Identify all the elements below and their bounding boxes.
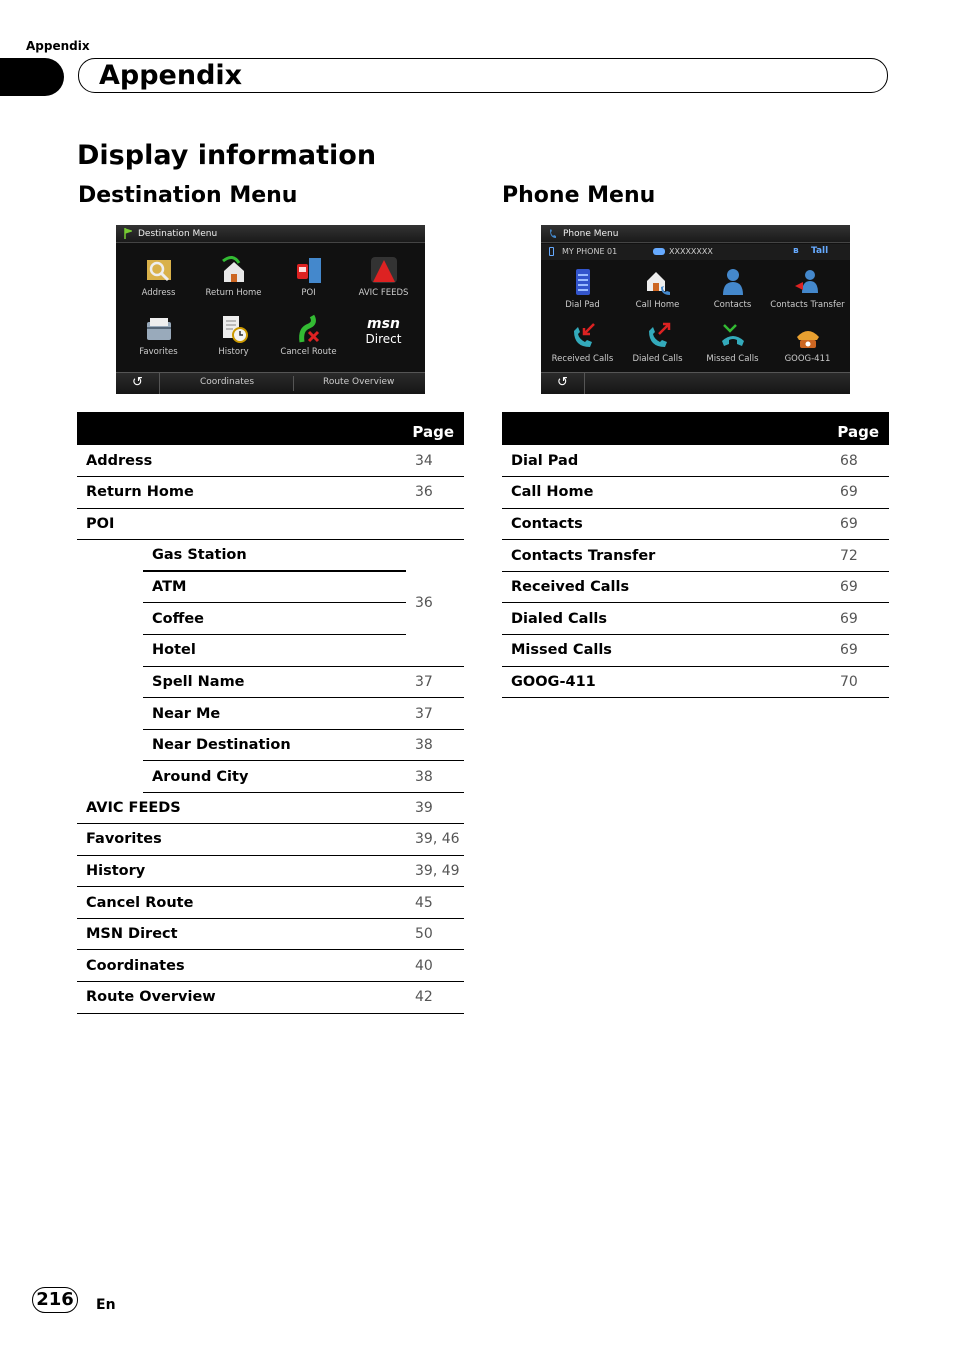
- row-name: Route Overview: [77, 982, 406, 1014]
- menu-item-label: Dialed Calls: [632, 354, 683, 364]
- table-row: [77, 477, 464, 509]
- menu-item-label: Favorites: [139, 347, 178, 357]
- row-page: 38: [406, 761, 464, 793]
- menu-item-msn-direct[interactable]: [346, 314, 421, 346]
- row-name: Dial Pad: [502, 445, 831, 477]
- menu-item-label: Dial Pad: [565, 300, 600, 310]
- row-page: 69: [831, 571, 889, 603]
- row-name: ATM: [143, 571, 406, 603]
- indent-spacer: [77, 540, 143, 793]
- row-page: 36: [406, 540, 464, 666]
- menu-item-history[interactable]: [196, 314, 271, 358]
- row-page: 50: [406, 918, 464, 950]
- menu-item-label: Contacts Transfer: [770, 300, 845, 310]
- row-name: Return Home: [77, 477, 406, 509]
- menu-item-label: Contacts: [713, 300, 752, 310]
- menu-item-favorites[interactable]: [121, 314, 196, 358]
- menu-item-label: Cancel Route: [280, 347, 337, 357]
- phone-handset-icon: [549, 228, 557, 239]
- table-row: [77, 918, 464, 950]
- destination-menu-table-continued: [77, 792, 464, 1014]
- row-name: Cancel Route: [77, 887, 406, 919]
- table-row: [77, 445, 464, 477]
- screen-bottom-bar: [116, 372, 425, 394]
- avic-feeds-icon: [369, 255, 399, 285]
- row-name: Call Home: [502, 477, 831, 509]
- table-row: [502, 445, 889, 477]
- menu-item-dialed-calls[interactable]: [620, 321, 695, 365]
- row-name: Coffee: [143, 603, 406, 635]
- row-name: Coordinates: [77, 950, 406, 982]
- table-header-page: Page: [77, 412, 464, 445]
- table-row: [502, 571, 889, 603]
- table-row: [502, 635, 889, 667]
- mobile-phone-icon: [549, 247, 554, 256]
- row-page: 69: [831, 603, 889, 635]
- row-page: 42: [406, 982, 464, 1014]
- section-bar: [78, 58, 888, 93]
- section-bar-title: Appendix: [99, 60, 243, 91]
- missed-calls-icon: [718, 321, 748, 351]
- menu-item-contacts[interactable]: [695, 267, 770, 311]
- menu-item-cancel-route[interactable]: [271, 314, 346, 358]
- row-name: History: [77, 855, 406, 887]
- table-row: [502, 603, 889, 635]
- cancel-route-icon: [294, 314, 324, 344]
- page-number: 216: [32, 1287, 78, 1313]
- contacts-transfer-icon: [793, 267, 823, 297]
- row-page: 34: [406, 445, 464, 477]
- home-arrow-icon: [219, 255, 249, 285]
- running-head: Appendix: [26, 39, 90, 53]
- menu-item-label: POI: [301, 288, 316, 298]
- page-title: Display information: [77, 140, 377, 171]
- language-code: En: [96, 1297, 116, 1313]
- row-name: POI: [77, 508, 406, 540]
- destination-flag-icon: [124, 228, 132, 239]
- back-arrow-icon: ↺: [132, 375, 143, 390]
- table-row: [77, 540, 464, 572]
- route-overview-button[interactable]: Route Overview: [323, 377, 395, 387]
- coordinates-button[interactable]: Coordinates: [200, 377, 255, 387]
- menu-item-poi[interactable]: [271, 255, 346, 299]
- map-magnifier-icon: [144, 255, 174, 285]
- table-row: [77, 982, 464, 1014]
- menu-item-label: Return Home: [205, 288, 262, 298]
- row-page: 39, 46: [406, 824, 464, 856]
- menu-item-label: GOOG-411: [784, 354, 831, 364]
- row-page: 38: [406, 729, 464, 761]
- phone-menu-table: [502, 412, 889, 698]
- row-page: 40: [406, 950, 464, 982]
- menu-item-label: Missed Calls: [706, 354, 759, 364]
- contacts-person-icon: [718, 267, 748, 297]
- row-page: [406, 508, 464, 540]
- row-name: MSN Direct: [77, 918, 406, 950]
- phone-menu-screen: [541, 225, 850, 394]
- row-page: 37: [406, 666, 464, 698]
- destination-menu-table: [77, 412, 464, 793]
- poi-building-icon: [294, 255, 324, 285]
- menu-item-missed-calls[interactable]: [695, 321, 770, 365]
- destination-menu-heading: Destination Menu: [78, 183, 298, 208]
- screen-title-bar: [541, 225, 850, 243]
- row-name: Received Calls: [502, 571, 831, 603]
- row-page: 72: [831, 540, 889, 572]
- goog-411-phone-icon: [793, 321, 823, 351]
- row-name: Contacts: [502, 508, 831, 540]
- row-page: 36: [406, 477, 464, 509]
- phone-status-bar: [541, 244, 850, 260]
- table-row: [77, 855, 464, 887]
- phone-number-icon: [653, 248, 665, 255]
- signal-strength: Tall: [811, 246, 829, 256]
- row-name: Dialed Calls: [502, 603, 831, 635]
- row-name: Spell Name: [143, 666, 406, 698]
- row-page: 39, 49: [406, 855, 464, 887]
- table-row: [77, 792, 464, 824]
- bottom-divider: [293, 376, 294, 391]
- menu-item-return-home[interactable]: [196, 255, 271, 299]
- back-button[interactable]: [116, 373, 160, 394]
- row-page: 69: [831, 508, 889, 540]
- dial-pad-icon: [568, 267, 598, 297]
- row-name: GOOG-411: [502, 666, 831, 698]
- menu-item-label: AVIC FEEDS: [358, 288, 409, 298]
- phone-menu-heading: Phone Menu: [502, 183, 656, 208]
- row-name: Address: [77, 445, 406, 477]
- menu-item-goog-411[interactable]: [770, 321, 845, 365]
- menu-item-contacts-transfer[interactable]: [770, 267, 845, 311]
- menu-item-received-calls[interactable]: [545, 321, 620, 365]
- row-page: 69: [831, 635, 889, 667]
- section-tab-marker: [0, 58, 64, 96]
- table-row: [77, 824, 464, 856]
- table-row: [502, 477, 889, 509]
- table-row: [502, 666, 889, 698]
- bluetooth-icon: ʙ: [793, 246, 799, 256]
- row-name: Around City: [143, 761, 406, 793]
- menu-item-label: Call Home: [635, 300, 680, 310]
- row-name: Favorites: [77, 824, 406, 856]
- row-page: 39: [406, 792, 464, 824]
- row-page: 45: [406, 887, 464, 919]
- row-name: Missed Calls: [502, 635, 831, 667]
- table-row: [77, 887, 464, 919]
- table-header-page: Page: [502, 412, 889, 445]
- table-row: [502, 540, 889, 572]
- menu-item-address[interactable]: [121, 255, 196, 299]
- menu-item-avic-feeds[interactable]: [346, 255, 421, 299]
- row-page: 70: [831, 666, 889, 698]
- row-name: Near Me: [143, 698, 406, 730]
- back-button[interactable]: [541, 373, 585, 394]
- screen-title-bar: [116, 225, 425, 243]
- table-row: [77, 950, 464, 982]
- dialed-calls-icon: [643, 321, 673, 351]
- row-name: Contacts Transfer: [502, 540, 831, 572]
- menu-item-call-home[interactable]: [620, 267, 695, 311]
- msn-logo: msn: [367, 316, 400, 332]
- call-home-icon: [643, 267, 673, 297]
- menu-item-label: History: [218, 347, 249, 357]
- menu-item-label: Received Calls: [551, 354, 614, 364]
- row-name: Hotel: [143, 635, 406, 667]
- row-page: 69: [831, 477, 889, 509]
- row-name: Near Destination: [143, 729, 406, 761]
- menu-item-label: Address: [141, 288, 176, 298]
- row-name: Gas Station: [143, 540, 406, 572]
- menu-item-dial-pad[interactable]: [545, 267, 620, 311]
- table-row: [77, 508, 464, 540]
- history-clock-icon: [219, 314, 249, 344]
- screen-title: Phone Menu: [563, 229, 619, 239]
- row-page: 68: [831, 445, 889, 477]
- received-calls-icon: [568, 321, 598, 351]
- screen-bottom-bar: [541, 372, 850, 394]
- screen-title: Destination Menu: [138, 229, 218, 239]
- destination-menu-screen: [116, 225, 425, 394]
- phone-device-name: MY PHONE 01: [562, 247, 618, 256]
- table-row: [502, 508, 889, 540]
- favorites-folder-icon: [144, 314, 174, 344]
- phone-number: XXXXXXXX: [669, 247, 713, 256]
- row-name: AVIC FEEDS: [77, 792, 406, 824]
- row-page: 37: [406, 698, 464, 730]
- msn-direct-label: Direct: [365, 332, 402, 346]
- back-arrow-icon: ↺: [557, 375, 568, 390]
